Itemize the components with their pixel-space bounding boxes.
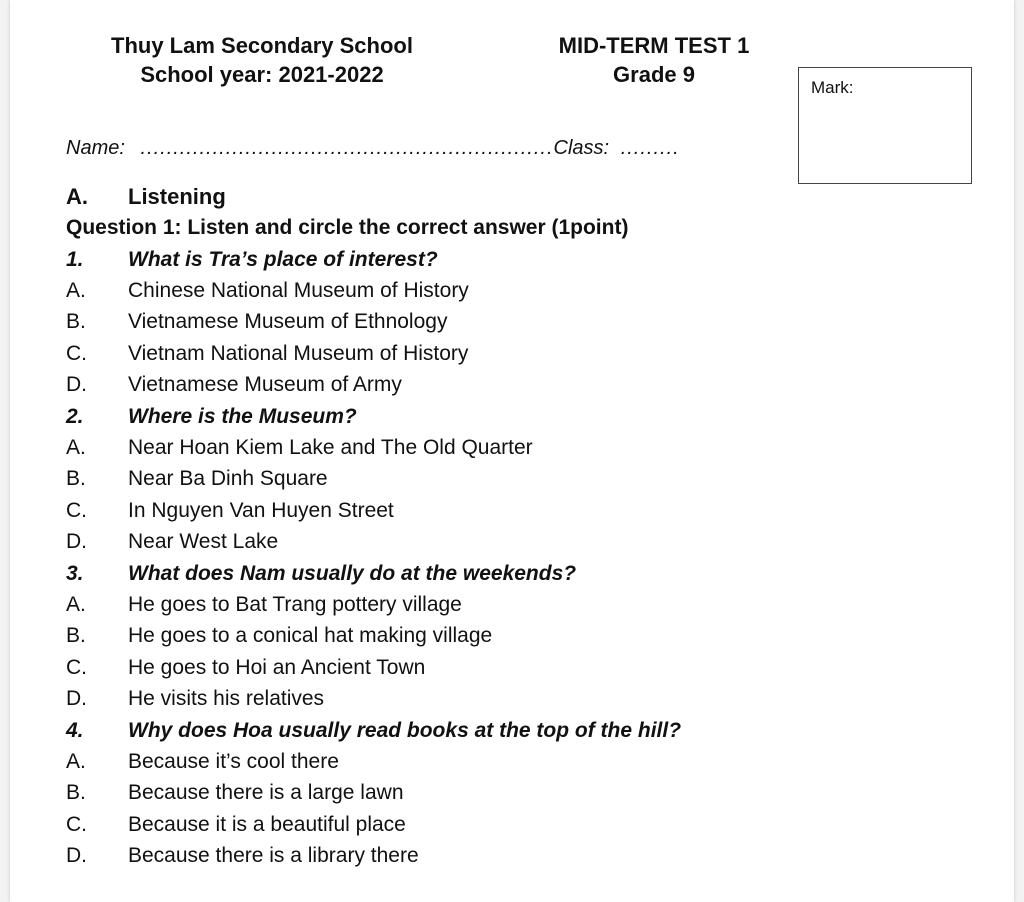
option-text: Near Ba Dinh Square xyxy=(128,467,328,490)
option-letter: B. xyxy=(66,781,86,804)
question-number: 2. xyxy=(66,405,84,428)
section-heading xyxy=(66,184,226,210)
test-paper xyxy=(10,0,1014,902)
option-text: He goes to Bat Trang pottery village xyxy=(128,593,462,616)
option-letter: B. xyxy=(66,624,86,647)
option-letter: A. xyxy=(66,750,86,773)
question-text: What does Nam usually do at the weekends? xyxy=(128,562,577,585)
option-letter: D. xyxy=(66,687,87,710)
school-year: School year: 2021-2022 xyxy=(140,62,384,87)
name-field[interactable]: ............................................................... xyxy=(140,137,554,159)
option-letter: C. xyxy=(66,499,87,522)
option-text: Because it is a beautiful place xyxy=(128,813,406,836)
option-letter: C. xyxy=(66,813,87,836)
option-text: Near West Lake xyxy=(128,530,279,553)
option-text: In Nguyen Van Huyen Street xyxy=(128,499,394,522)
question-number: 4. xyxy=(66,719,84,742)
question-1-title: Question 1: Listen and circle the correct answer (1point) xyxy=(66,216,629,239)
option-text: Because it’s cool there xyxy=(128,750,339,773)
option-text: He goes to Hoi an Ancient Town xyxy=(128,656,426,679)
option-text: Because there is a large lawn xyxy=(128,781,404,804)
question-text: Why does Hoa usually read books at the top of the hill? xyxy=(128,719,682,742)
option-letter: C. xyxy=(66,342,87,365)
question-text: Where is the Museum? xyxy=(128,405,357,428)
name-class-line xyxy=(66,137,680,160)
section-title: Listening xyxy=(128,184,226,209)
grade-label: Grade 9 xyxy=(613,62,695,87)
option-letter: D. xyxy=(66,530,87,553)
section-letter: A. xyxy=(66,184,88,209)
option-text: He goes to a conical hat making village xyxy=(128,624,493,647)
class-label: Class: xyxy=(553,137,610,159)
option-letter: D. xyxy=(66,844,87,867)
option-letter: B. xyxy=(66,310,86,333)
question-number: 3. xyxy=(66,562,84,585)
question-text: What is Tra’s place of interest? xyxy=(128,248,438,271)
mark-label: Mark: xyxy=(811,78,854,97)
option-letter: A. xyxy=(66,279,86,302)
option-text: Because there is a library there xyxy=(128,844,419,867)
option-text: Vietnam National Museum of History xyxy=(128,342,469,365)
test-title: MID-TERM TEST 1 xyxy=(558,33,750,58)
option-letter: A. xyxy=(66,436,86,459)
option-text: Vietnamese Museum of Army xyxy=(128,373,402,396)
mark-box[interactable] xyxy=(798,67,972,184)
question-number: 1. xyxy=(66,248,84,271)
name-label: Name: xyxy=(66,137,125,159)
option-text: Near Hoan Kiem Lake and The Old Quarter xyxy=(128,436,533,459)
option-letter: B. xyxy=(66,467,86,490)
school-name: Thuy Lam Secondary School xyxy=(111,33,413,58)
option-text: Vietnamese Museum of Ethnology xyxy=(128,310,448,333)
option-letter: C. xyxy=(66,656,87,679)
option-letter: D. xyxy=(66,373,87,396)
class-field[interactable]: ......... xyxy=(620,137,680,159)
option-letter: A. xyxy=(66,593,86,616)
option-text: He visits his relatives xyxy=(128,687,325,710)
option-text: Chinese National Museum of History xyxy=(128,279,469,302)
